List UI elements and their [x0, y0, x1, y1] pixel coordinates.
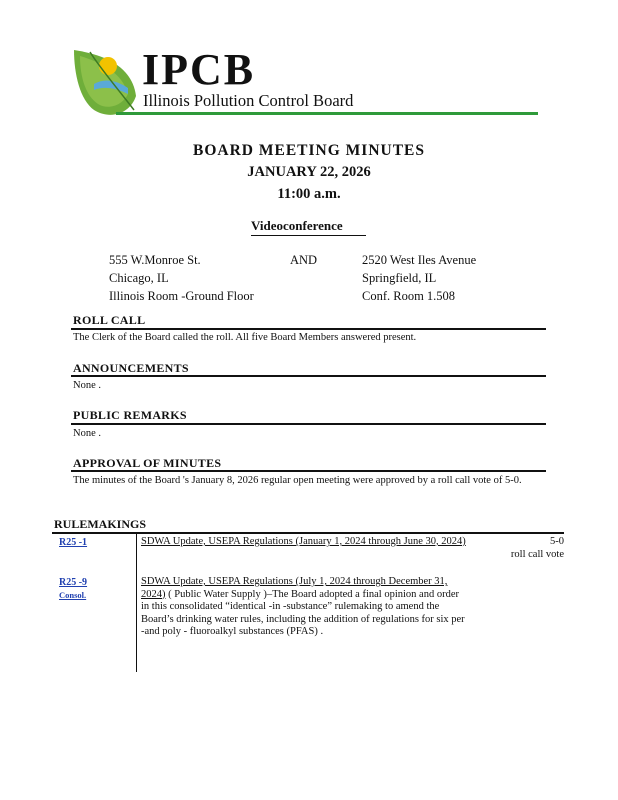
- location-line: Springfield, IL: [362, 271, 437, 285]
- section-heading-rulemakings: RULEMAKINGS: [54, 517, 147, 531]
- meeting-date: JANUARY 22, 2026: [247, 164, 371, 180]
- location-line: Chicago, IL: [109, 271, 169, 285]
- section-divider: [52, 532, 564, 534]
- section-divider: [71, 470, 546, 472]
- section-divider: [71, 423, 546, 425]
- location-line: Conf. Room 1.508: [362, 289, 456, 303]
- section-text-public-remarks: None .: [73, 428, 101, 439]
- header-divider: [116, 112, 538, 115]
- logo-fullname: Illinois Pollution Control Board: [143, 91, 354, 110]
- rulemaking-title-text: SDWA Update, USEPA Regulations (January 1, 2024 through June 30, 2024): [141, 536, 466, 547]
- vote-label: roll call vote: [510, 549, 564, 560]
- rulemaking-title-r25-1: [141, 536, 466, 549]
- docket-consolidated-label[interactable]: Consol.: [59, 590, 87, 600]
- rulemaking-description-r25-9: [141, 576, 466, 639]
- docket-link-r25-1[interactable]: R25 -1: [59, 537, 88, 548]
- venue-label: Videoconference: [251, 218, 366, 236]
- docket-link-r25-9[interactable]: [59, 577, 87, 601]
- section-text-roll-call: The Clerk of the Board called the roll. All five Board Members answered present.: [73, 332, 417, 343]
- section-text-approval: The minutes of the Board 's January 8, 2026 regular open meeting were approved by a roll call vote of 5-0.: [73, 475, 522, 486]
- section-heading-roll-call: ROLL CALL: [73, 313, 146, 327]
- table-column-divider: [136, 534, 137, 672]
- section-heading-public-remarks: PUBLIC REMARKS: [73, 408, 187, 422]
- location-line: 2520 West Iles Avenue: [362, 253, 477, 267]
- docket-number[interactable]: R25 -9: [59, 577, 88, 588]
- location-connector: AND: [290, 253, 318, 267]
- section-heading-approval: APPROVAL OF MINUTES: [73, 456, 222, 470]
- section-text-announcements: None .: [73, 380, 101, 391]
- location-line: 555 W.Monroe St.: [109, 253, 201, 267]
- ipcb-logo-icon: [70, 44, 142, 120]
- location-line: Illinois Room -Ground Floor: [109, 289, 254, 303]
- location-chicago: [109, 251, 254, 305]
- rulemaking-title-text: SDWA Update, USEPA Regulations (July 1, 2024 through December 31, 2024): [141, 576, 448, 600]
- location-springfield: [362, 251, 476, 305]
- meeting-time: 11:00 a.m.: [277, 186, 341, 202]
- vote-result: 5-0: [550, 536, 564, 547]
- section-divider: [71, 328, 546, 330]
- page-title: BOARD MEETING MINUTES: [193, 142, 425, 159]
- rulemaking-body-text: ( Public Water Supply )–The Board adopted a final opinion and order in this consolidated “identical -in -substance” rulemaking to amend the Board’s drinking water rules, including the addition of regulations for six per -and poly - fluoroalkyl substances (PFAS) .: [141, 588, 465, 637]
- section-heading-announcements: ANNOUNCEMENTS: [73, 361, 189, 375]
- section-divider: [71, 375, 546, 377]
- logo-acronym: IPCB: [142, 45, 256, 94]
